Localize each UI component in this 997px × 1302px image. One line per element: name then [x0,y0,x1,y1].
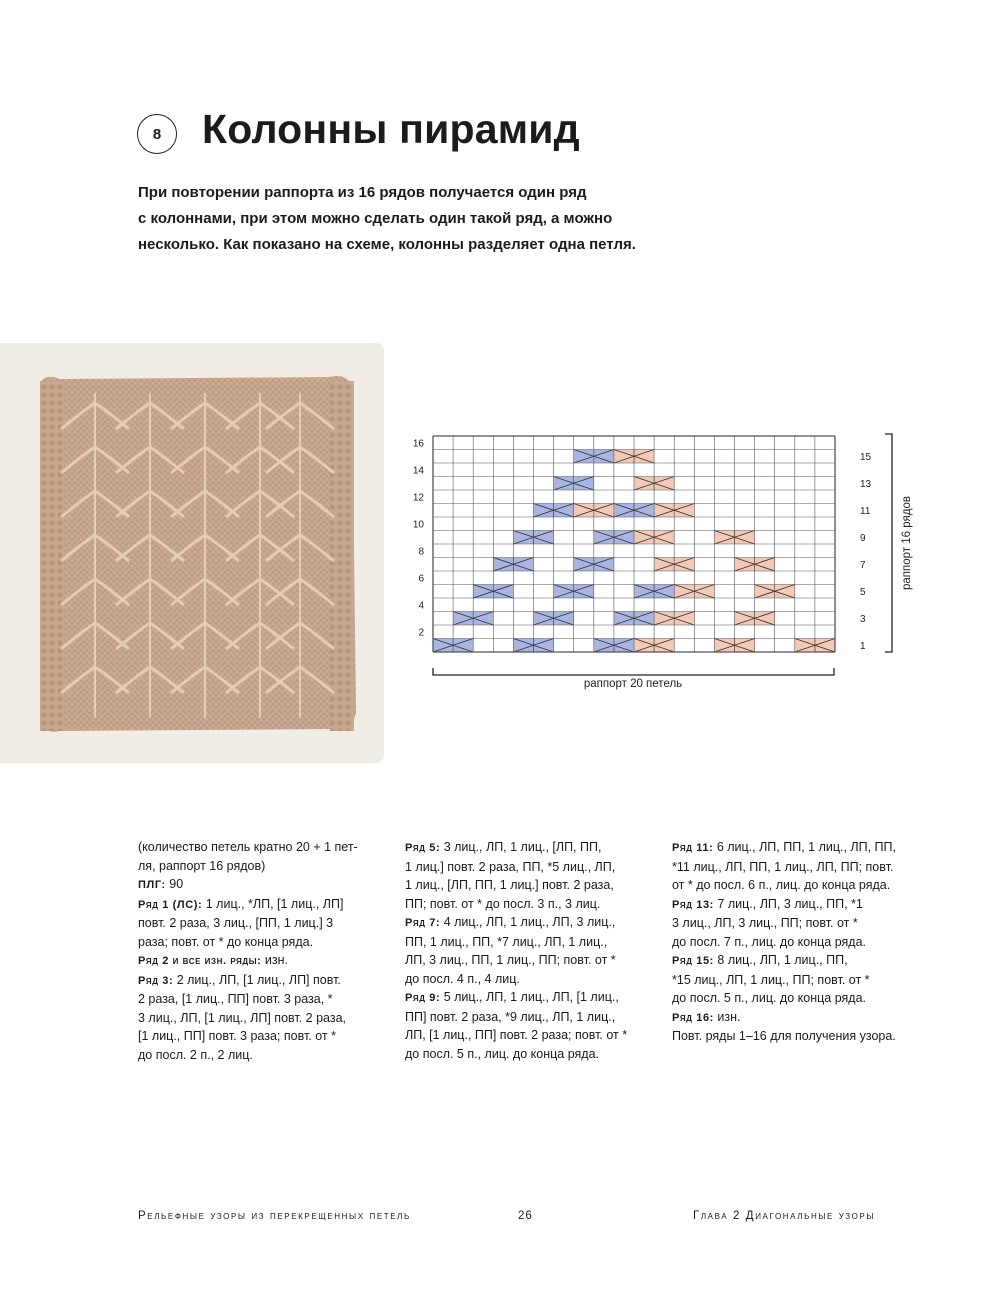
intro-line: с колоннами, при этом можно сделать один такой ряд, а можно [138,210,613,227]
instruction-line [672,895,896,915]
instruction-line [405,858,627,877]
row-number-left: 16 [412,438,424,450]
instruction-text: раза; повт. от * до конца ряда. [138,934,314,949]
instruction-line [405,895,627,914]
instruction-line [138,933,358,952]
pattern-number: 8 [152,125,162,143]
instruction-line [405,1045,627,1064]
row-number-right: 1 [860,641,866,652]
row-number-left: 10 [412,519,424,531]
row-label: Ряд 1 (ЛС): [138,898,203,911]
instruction-text: 5 лиц., ЛП, 1 лиц., ЛП, [1 лиц., [440,990,619,1004]
instruction-line [405,933,627,952]
instruction-line [138,971,358,991]
instruction-text: ЛП, [1 лиц., ПП] повт. 2 раза; повт. от * [405,1028,628,1042]
instruction-text: 8 лиц., ЛП, 1 лиц., ПП, [713,953,848,967]
intro-text [138,180,698,258]
knitted-swatch-photo [0,343,384,763]
repeat-width-bracket [433,668,834,675]
instruction-line [672,914,896,933]
instruction-text: 1 лиц., [ЛП, ПП, 1 лиц.] повт. 2 раза, [405,878,614,892]
row-label: Ряд 11: [672,842,714,854]
row-label: Ряд 13: [672,898,714,911]
instruction-text: 90 [165,877,184,891]
instruction-line [405,1026,627,1045]
knit-swatch-image [0,343,384,763]
instruction-line [672,858,896,877]
row-number-right: 15 [860,452,872,463]
row-label: Ряд 7: [405,917,441,929]
row-number-right: 13 [860,479,872,490]
instruction-line [405,913,627,933]
instruction-text: *11 лиц., ЛП, ПП, 1 лиц., ЛП, ПП; повт. [672,859,894,874]
instruction-line [672,989,896,1008]
footer-chapter: Глава 2 Диагональные узоры [693,1210,876,1222]
row-number-right: 9 [860,533,866,544]
instruction-line [138,1009,358,1028]
row-label: Ряд 15: [672,955,714,967]
instruction-line [138,1027,358,1046]
instruction-text: 1 лиц.] повт. 2 раза, ПП, *5 лиц., ЛП, [405,859,616,874]
instruction-text: ПП, 1 лиц., ПП, *7 лиц., ЛП, 1 лиц., [405,934,608,949]
instruction-line [405,970,627,989]
instruction-line [138,895,358,915]
repeat-width-label: раппорт 20 петель [583,678,683,690]
instruction-line [672,951,896,971]
instruction-line [672,933,896,952]
instruction-text: ля, раппорт 16 рядов) [138,858,266,873]
instruction-text: *15 лиц., ЛП, 1 лиц., ПП; повт. от * [672,972,870,987]
row-number-left: 14 [412,465,424,477]
row-number-left: 12 [412,492,424,504]
instruction-text: изн. [261,953,288,967]
instruction-text: Повт. ряды 1–16 для получения узора. [672,1029,896,1043]
instructions-column-2 [405,838,627,1063]
instruction-line [672,838,896,858]
row-number-left: 2 [418,627,424,639]
instruction-text: от * до посл. 6 п., лиц. до конца ряда. [672,878,891,892]
instruction-text: до посл. 2 п., 2 лиц. [138,1047,253,1062]
instruction-text: повт. 2 раза, 3 лиц., [ПП, 1 лиц.] 3 [138,916,334,930]
intro-line: несколько. Как показано на схеме, колонны разделяет одна петля. [138,236,636,253]
instruction-line [405,876,627,895]
row-label: Ряд 16: [672,1011,714,1024]
row-number-right: 11 [860,506,871,517]
instruction-line [405,1008,627,1027]
instruction-text: 7 лиц., ЛП, 3 лиц., ПП, *1 [713,896,863,911]
instruction-text: 2 раза, [1 лиц., ПП] повт. 3 раза, * [138,992,333,1006]
instruction-line [405,951,627,970]
chart-svg [400,420,930,710]
instruction-text: 1 лиц., *ЛП, [1 лиц., ЛП] [202,896,344,911]
instruction-text: 3 лиц., ЛП, 3 лиц., ПП; повт. от * [672,916,858,930]
row-label: Ряд 2 и все изн. ряды: [138,955,262,967]
page-title: Колонны пирамид [202,106,580,152]
footer-book-title: Рельефные узоры из перекрещенных петель [138,1210,411,1222]
intro-line: При повторении раппорта из 16 рядов получается один ряд [138,184,587,201]
instruction-line [672,971,896,990]
instruction-text: 4 лиц., ЛП, 1 лиц., ЛП, 3 лиц., [440,915,616,929]
instruction-line [405,988,627,1008]
instruction-line [672,1027,896,1046]
instruction-text: до посл. 5 п., лиц. до конца ряда. [405,1046,599,1061]
pattern-number-badge [137,114,177,154]
instruction-text: до посл. 4 п., 4 лиц. [405,971,520,986]
instruction-text: [1 лиц., ПП] повт. 3 раза; повт. от * [138,1029,336,1043]
repeat-height-label: раппорт 16 рядов [901,496,913,590]
instruction-text: 3 лиц., ЛП, [1 лиц., ЛП] повт. 2 раза, [138,1010,347,1025]
instruction-text: 6 лиц., ЛП, ПП, 1 лиц., ЛП, ПП, [713,840,896,854]
repeat-height-bracket [885,434,892,652]
footer-page-number: 26 [518,1210,533,1222]
row-label: Ряд 9: [405,992,441,1004]
instructions-column-3 [672,838,896,1046]
instruction-text: ПП] повт. 2 раза, *9 лиц., ЛП, 1 лиц., [405,1009,616,1024]
instruction-line [138,951,358,971]
row-number-left: 6 [418,573,424,585]
instruction-text: 3 лиц., ЛП, 1 лиц., [ЛП, ПП, [440,840,602,854]
instruction-line [405,838,627,858]
instruction-text: изн. [713,1009,741,1024]
instruction-text: до посл. 7 п., лиц. до конца ряда. [672,934,866,949]
instruction-text: ЛП, 3 лиц., ПП, 1 лиц., ПП; повт. от * [405,953,616,967]
row-number-left: 8 [418,546,424,558]
instruction-line [138,838,358,857]
instruction-text: до посл. 5 п., лиц. до конца ряда. [672,991,866,1005]
instruction-text: 2 лиц., ЛП, [1 лиц., ЛП] повт. [173,972,341,987]
row-number-right: 7 [860,560,866,571]
instruction-line [672,1008,896,1028]
instruction-line [138,914,358,933]
instruction-text: ПП; повт. от * до посл. 3 п., 3 лиц. [405,896,601,911]
instruction-line [138,990,358,1009]
knitting-chart [400,420,930,710]
instructions-column-1 [138,838,358,1064]
instruction-line [138,1046,358,1065]
instruction-line [138,875,358,895]
row-label: ПЛГ: [138,879,166,891]
row-number-right: 3 [860,614,866,625]
row-label: Ряд 3: [138,974,174,987]
instruction-text: (количество петель кратно 20 + 1 пет- [138,840,358,854]
row-number-left: 4 [418,600,424,612]
instruction-line [672,876,896,895]
row-label: Ряд 5: [405,842,441,854]
instruction-line [138,857,358,876]
row-number-right: 5 [860,587,866,598]
